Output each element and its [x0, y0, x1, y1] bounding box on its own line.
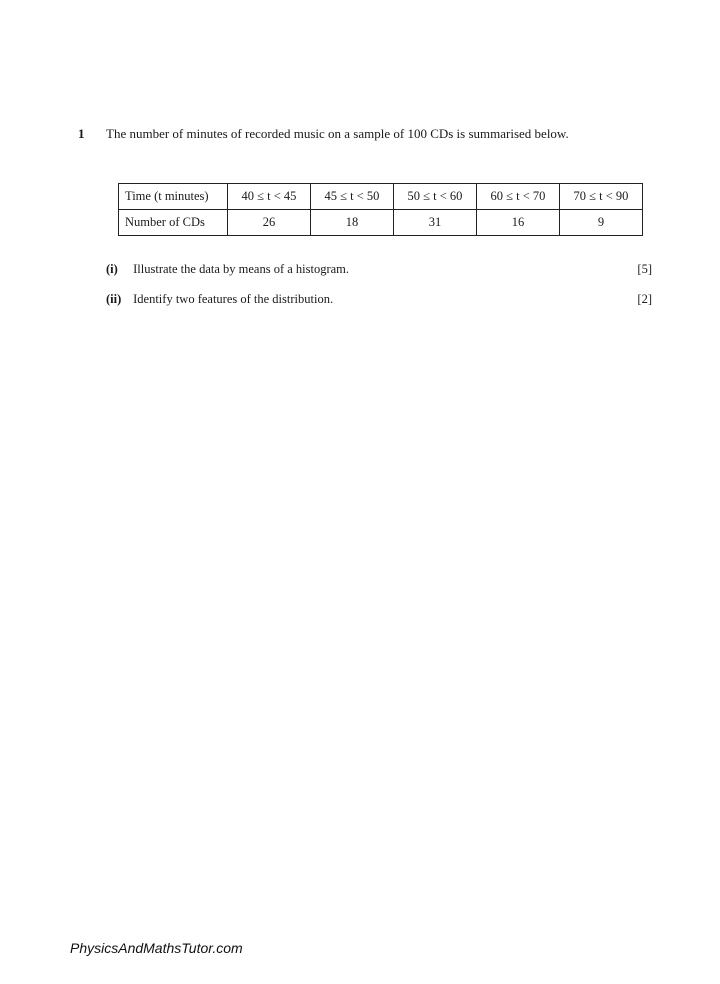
footer-watermark: PhysicsAndMathsTutor.com	[70, 940, 243, 956]
table-header-time: Time (t minutes)	[119, 184, 228, 210]
table-header-interval: 60 ≤ t < 70	[477, 184, 560, 210]
table-cell: 26	[228, 210, 311, 236]
table-header-interval: 70 ≤ t < 90	[560, 184, 643, 210]
table-header-row	[119, 184, 643, 210]
table-cell: 9	[560, 210, 643, 236]
table-header-interval: 45 ≤ t < 50	[311, 184, 394, 210]
question-number: 1	[78, 126, 85, 141]
marks-label: [2]	[637, 292, 652, 306]
part-label: (i)	[106, 262, 118, 276]
table-row	[119, 210, 643, 236]
table-row-label: Number of CDs	[119, 210, 228, 236]
part-text: Identify two features of the distribution.	[133, 292, 334, 306]
table-cell: 16	[477, 210, 560, 236]
marks-label: [5]	[637, 262, 652, 276]
table-header-interval: 40 ≤ t < 45	[228, 184, 311, 210]
question-stem: The number of minutes of recorded music on a sample of 100 CDs is summarised below.	[106, 126, 569, 141]
table-cell: 18	[311, 210, 394, 236]
table-header-interval: 50 ≤ t < 60	[394, 184, 477, 210]
part-text: Illustrate the data by means of a histogram.	[133, 262, 350, 276]
question-part-i	[106, 262, 349, 277]
frequency-table	[118, 183, 643, 236]
part-label: (ii)	[106, 292, 122, 306]
table-cell: 31	[394, 210, 477, 236]
question-part-ii	[106, 292, 333, 307]
